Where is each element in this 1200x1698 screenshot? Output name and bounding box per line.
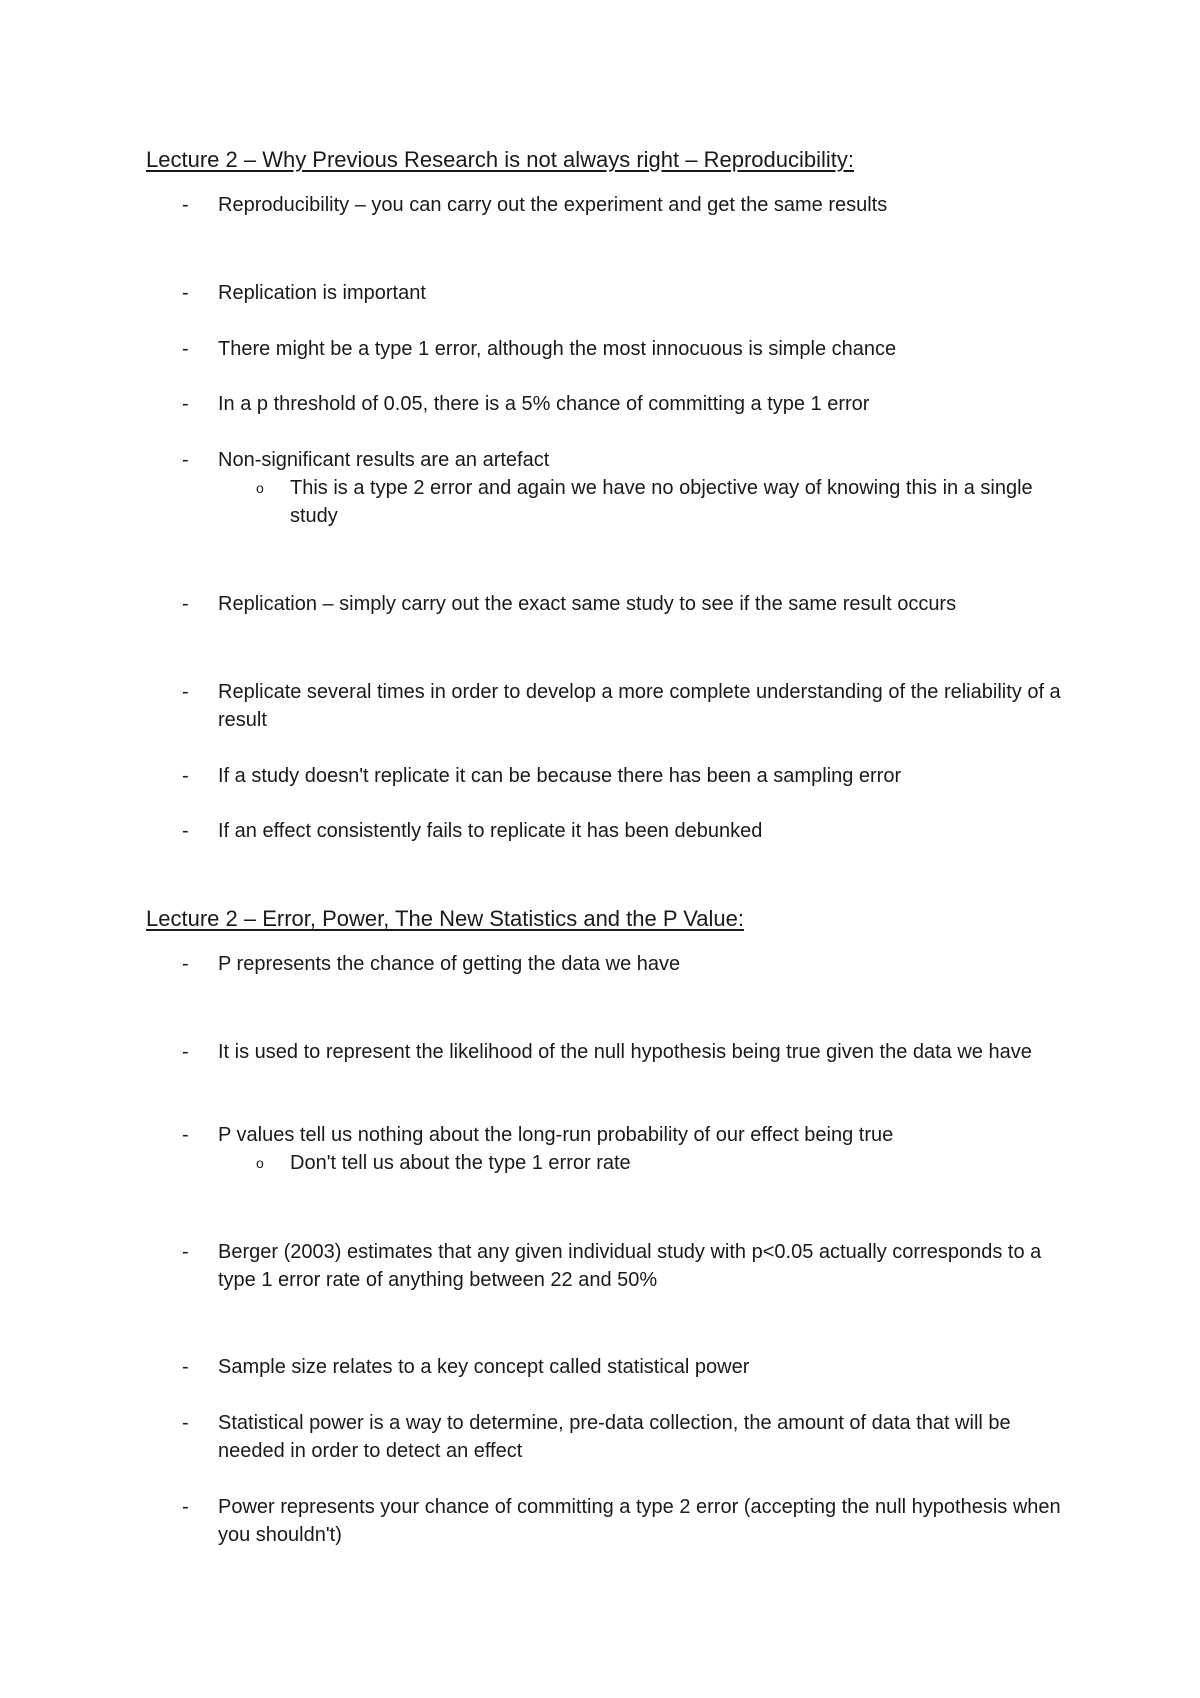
sub-list-item: Don't tell us about the type 1 error rate [290, 1152, 631, 1174]
list-item: If a study doesn't replicate it can be because there has been a sampling error [218, 765, 902, 787]
bullet-dash: - [182, 820, 189, 842]
bullet-dash: - [182, 1041, 189, 1063]
bullet-dash: - [182, 1241, 189, 1263]
list-item: Berger (2003) estimates that any given individual study with p<0.05 actually corresponds to a type 1 error rate of anything between 22 and 50% [218, 1241, 1042, 1291]
list-item: Non-significant results are an artefact [218, 449, 550, 471]
bullet-dash: - [182, 765, 189, 787]
list-item: Power represents your chance of committing a type 2 error (accepting the null hypothesis when you shouldn't) [218, 1496, 1061, 1546]
list-item: P represents the chance of getting the data we have [218, 953, 681, 975]
list-item: Replicate several times in order to develop a more complete understanding of the reliability of a result [218, 681, 1061, 731]
bullet-dash: - [182, 1496, 189, 1518]
bullet-dash: - [182, 282, 189, 304]
bullet-dash: - [182, 393, 189, 415]
list-item: In a p threshold of 0.05, there is a 5% chance of committing a type 1 error [218, 393, 870, 415]
list-item: Reproducibility – you can carry out the experiment and get the same results [218, 194, 888, 216]
bullet-dash: - [182, 593, 189, 615]
bullet-dash: - [182, 681, 189, 703]
list-item: P values tell us nothing about the long-run probability of our effect being true [218, 1124, 894, 1146]
sub-list-item: This is a type 2 error and again we have no objective way of knowing this in a single study [290, 477, 1033, 527]
sub-bullet-circle: o [256, 480, 264, 496]
bullet-dash: - [182, 953, 189, 975]
bullet-dash: - [182, 338, 189, 360]
list-item: Replication – simply carry out the exact same study to see if the same result occurs [218, 593, 957, 615]
bullet-dash: - [182, 1124, 189, 1146]
list-item: There might be a type 1 error, although the most innocuous is simple chance [218, 338, 897, 360]
sub-bullet-circle: o [256, 1155, 264, 1171]
list-item: Statistical power is a way to determine, pre-data collection, the amount of data that will be needed in order to detect an effect [218, 1412, 1011, 1462]
bullet-dash: - [182, 449, 189, 471]
bullet-dash: - [182, 1356, 189, 1378]
bullet-dash: - [182, 194, 189, 216]
list-item: If an effect consistently fails to replicate it has been debunked [218, 820, 763, 842]
list-item: Replication is important [218, 282, 426, 304]
list-item: Sample size relates to a key concept called statistical power [218, 1356, 750, 1378]
section-heading-reproducibility: Lecture 2 – Why Previous Research is not always right – Reproducibility: [146, 147, 854, 172]
section-heading-p-value: Lecture 2 – Error, Power, The New Statistics and the P Value: [146, 906, 744, 931]
bullet-dash: - [182, 1412, 189, 1434]
list-item: It is used to represent the likelihood of the null hypothesis being true given the data we have [218, 1041, 1032, 1063]
